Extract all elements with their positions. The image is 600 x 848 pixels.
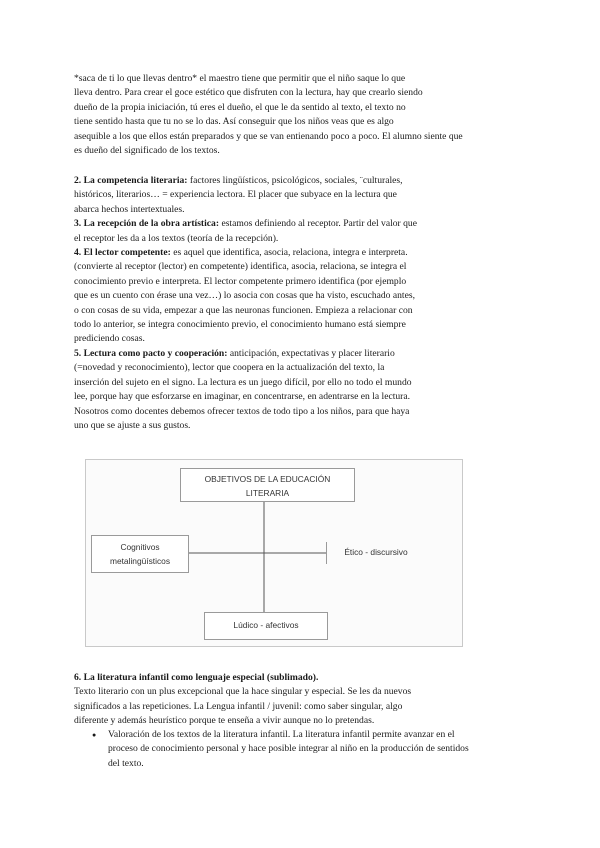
section-6-text: Texto literario con un plus excepcional que la hace singular y especial. Se les da nuevos	[74, 686, 412, 698]
section-6-block	[74, 671, 529, 729]
objectives-diagram	[85, 459, 463, 647]
section-text: el receptor les da a los textos (teoría de la recepción).	[74, 232, 279, 244]
section-text: uno que se ajuste a sus gustos.	[74, 419, 191, 431]
metalinguistic-label: metalingüísticos	[109, 556, 171, 566]
diagram-left-box	[91, 535, 189, 573]
section-text: o con cosas de su vida, empezar a que las neuronas funcionen. Empieza a relacionar con	[74, 304, 413, 316]
intro-line: lleva dentro. Para crear el goce estético que disfruten con la lectura, hay que crearlo siendo	[74, 87, 423, 99]
ludic-label: Lúdico - afectivos	[233, 620, 299, 630]
diagram-right-box	[326, 542, 425, 564]
diagram-title-line: LITERARIA	[245, 488, 290, 498]
section-6-text: significados a las repeticiones. La Lengua infantil / juvenil: como saber singular, algo	[74, 700, 403, 712]
intro-line: es dueño del significado de los textos.	[74, 145, 220, 157]
bullet-item	[92, 728, 537, 771]
diagram-bottom-box	[204, 612, 328, 640]
bullet-text: Valoración de los textos de la literatura infantil. La literatura infantil permite avanzar en el	[108, 729, 455, 740]
diagram-title-box	[180, 468, 355, 502]
intro-line: dueño de la propia iniciación, tú eres el dueño, el que le da sentido al texto, el texto no	[74, 101, 406, 113]
section-text: abarca hechos intertextuales.	[74, 203, 185, 215]
section-text: inserción del sujeto en el signo. La lectura es un juego difícil, por ello no todo el mundo	[74, 376, 412, 388]
cognitive-label: Cognitivos	[120, 542, 160, 552]
section-text: lee, porque hay que esforzarse en imaginar, en concentrarse, en adentrarse en la lectura.	[74, 391, 411, 403]
intro-paragraph	[74, 72, 529, 158]
section-text: históricos, literarios… = experiencia lectora. El placer que subyace en la lectura que	[74, 189, 397, 201]
section-text: Nosotros como docentes debemos ofrecer textos de todo tipo a los niños, para que haya	[74, 405, 410, 417]
section-text: (=novedad y reconocimiento), lector que coopera en la actualización del texto, la	[74, 362, 385, 374]
section-text: anticipación, expectativas y placer literario	[227, 347, 395, 359]
intro-line: asequible a los que ellos están preparados y que se van entienando poco a poco. El alumno siente que	[74, 130, 463, 142]
section-heading: 2. La competencia literaria:	[74, 175, 188, 186]
section-text: estamos definiendo al receptor. Partir del valor que	[219, 218, 417, 230]
intro-line: *saca de ti lo que llevas dentro* el maestro tiene que permitir que el niño saque lo que	[74, 73, 406, 84]
section-6-text: diferente y además heurístico porque te enseña a vivir aunque no lo pretendas.	[74, 715, 375, 727]
section-text: prediciendo cosas.	[74, 333, 145, 345]
section-6-bullets	[92, 728, 537, 771]
section-text: factores lingüísticos, psicológicos, sociales, ¨culturales,	[187, 175, 403, 186]
section-text: es aquel que identifica, asocia, relaciona, integra e interpreta.	[170, 247, 408, 259]
intro-line: tiene sentido hasta que tu no se lo das. Así conseguir que los niños veas que es algo	[74, 116, 394, 128]
section-6-heading: 6. La literatura infantil como lenguaje especial (sublimado).	[74, 672, 319, 683]
section-text: que es un cuento con érase una vez…) lo asocia con cosas que ha visto, escuchado antes,	[74, 290, 415, 302]
bullet-text: del texto.	[108, 757, 144, 769]
section-text: conocimiento previo e interpreta. El lector competente primero identifica (por ejemplo	[74, 275, 407, 287]
section-text: (convierte al receptor (lector) en competente) identifica, asocia, relaciona, se integra el	[74, 261, 407, 273]
section-heading: 4. El lector competente:	[74, 247, 171, 259]
sections-block	[74, 174, 529, 433]
bullet-text: proceso de conocimiento personal y hace posible integrar al niño en la producción de sentidos	[108, 743, 469, 755]
section-text: todo lo anterior, se integra conocimiento previo, el conocimiento humano está siempre	[74, 319, 406, 331]
section-heading: 3. La recepción de la obra artística:	[74, 218, 220, 230]
ethical-label: Ético - discursivo	[344, 547, 408, 557]
section-heading: 5. Lectura como pacto y cooperación:	[74, 347, 228, 359]
diagram-title-line: OBJETIVOS DE LA EDUCACIÓN	[204, 474, 331, 484]
